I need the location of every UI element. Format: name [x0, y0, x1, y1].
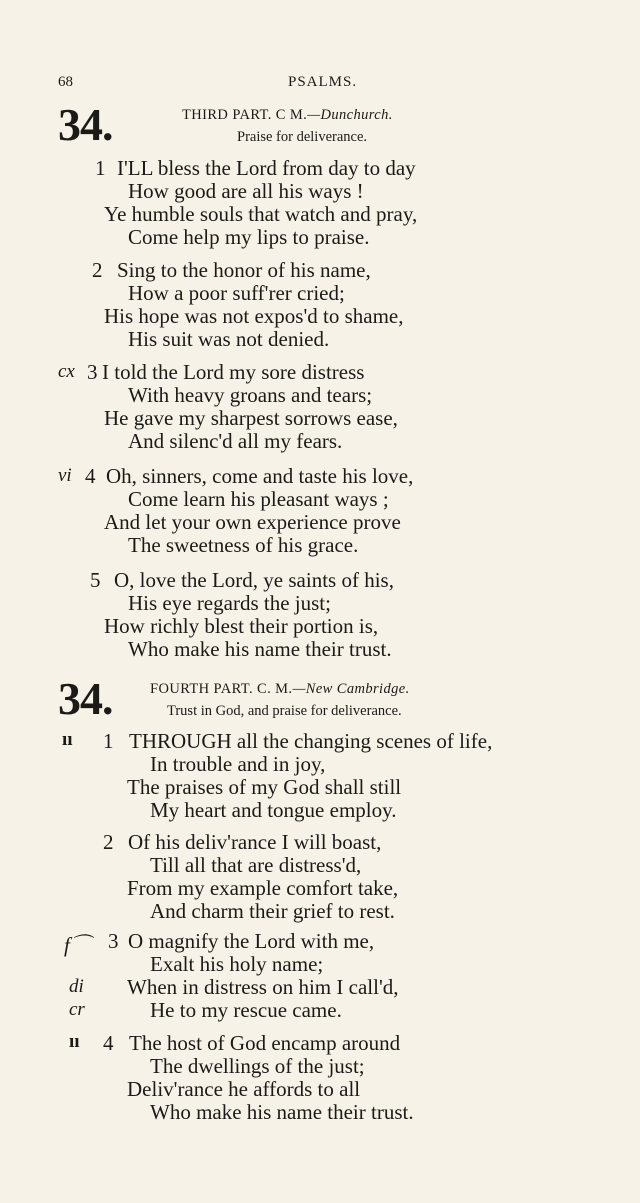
dynamic-mark: f⌒: [64, 933, 91, 957]
dynamic-mark: vi: [58, 465, 72, 486]
hymn-number: 34.: [58, 99, 113, 150]
verse-line: In trouble and in joy,: [150, 752, 326, 776]
verse-line: The dwellings of the just;: [150, 1054, 365, 1078]
dynamic-mark: di: [69, 976, 84, 997]
hymn-header: [182, 107, 393, 124]
verse-line: His suit was not denied.: [128, 327, 330, 351]
verse-number: 4: [85, 464, 96, 488]
verse-line: I told the Lord my sore distress: [102, 360, 365, 384]
verse-line: Who make his name their trust.: [150, 1100, 414, 1124]
verse-line: The sweetness of his grace.: [128, 533, 359, 557]
hymn-subtitle: Praise for deliverance.: [237, 129, 368, 145]
verse-line: Ye humble souls that watch and pray,: [104, 202, 418, 226]
verse-line: Deliv'rance he affords to all: [127, 1077, 361, 1101]
verse-line: My heart and tongue employ.: [150, 798, 397, 822]
tune-name: —Dunchurch.: [307, 107, 393, 123]
dynamic-mark: cr: [69, 999, 85, 1020]
hymn-header: [150, 681, 410, 698]
verse-line: Come help my lips to praise.: [128, 225, 370, 249]
verse-line: Come learn his pleasant ways ;: [128, 487, 389, 511]
verse-line: He to my rescue came.: [150, 998, 342, 1022]
verse-line: How good are all his ways !: [128, 179, 364, 203]
meter-label: C M.: [275, 107, 308, 123]
part-label: FOURTH PART.: [150, 681, 253, 697]
verse-number: 3: [87, 360, 98, 384]
verse-line: Of his deliv'rance I will boast,: [128, 830, 382, 854]
verse-line: O, love the Lord, ye saints of his,: [114, 568, 394, 592]
verse-line: The host of God encamp around: [129, 1031, 401, 1055]
page-number: 68: [58, 74, 73, 90]
verse-line: The praises of my God shall still: [127, 775, 402, 799]
tune-name: —New Cambridge.: [292, 681, 410, 697]
verse-number: 1: [103, 729, 114, 753]
verse-number: 4: [103, 1031, 114, 1055]
verse-line: Oh, sinners, come and taste his love,: [106, 464, 414, 488]
breath-mark: ıı: [62, 729, 73, 750]
verse-number: 5: [90, 568, 101, 592]
verse-line: He gave my sharpest sorrows ease,: [104, 406, 398, 430]
verse-number: 2: [92, 258, 103, 282]
verse-line: O magnify the Lord with me,: [128, 929, 375, 953]
verse-number: 1: [95, 156, 106, 180]
verse-line: And let your own experience prove: [104, 510, 401, 534]
meter-label: C. M.: [257, 681, 293, 697]
part-label: THIRD PART.: [182, 107, 272, 123]
verse-line: THROUGH all the changing scenes of life,: [129, 729, 493, 753]
running-title: PSALMS.: [288, 74, 358, 90]
verse-line: And charm their grief to rest.: [150, 899, 395, 923]
verse-line: Till all that are distress'd,: [150, 853, 362, 877]
verse-number: 2: [103, 830, 114, 854]
hymn-subtitle: Trust in God, and praise for deliverance.: [167, 703, 402, 719]
verse-line: And silenc'd all my fears.: [128, 429, 343, 453]
verse-line: Who make his name their trust.: [128, 637, 392, 661]
verse-line: From my example comfort take,: [127, 876, 399, 900]
verse-line: When in distress on him I call'd,: [127, 975, 399, 999]
verse-line: With heavy groans and tears;: [128, 383, 373, 407]
verse-line: His eye regards the just;: [128, 591, 331, 615]
verse-line: Exalt his holy name;: [150, 952, 324, 976]
verse-line: Sing to the honor of his name,: [117, 258, 371, 282]
verse-line: How richly blest their portion is,: [104, 614, 379, 638]
hymn-number: 34.: [58, 673, 113, 724]
verse-number: 3: [108, 929, 119, 953]
verse-line: His hope was not expos'd to shame,: [104, 304, 404, 328]
breath-mark: ıı: [69, 1031, 80, 1052]
verse-line: I'LL bless the Lord from day to day: [117, 156, 416, 180]
verse-line: How a poor suff'rer cried;: [128, 281, 345, 305]
dynamic-mark: cx: [58, 361, 75, 382]
